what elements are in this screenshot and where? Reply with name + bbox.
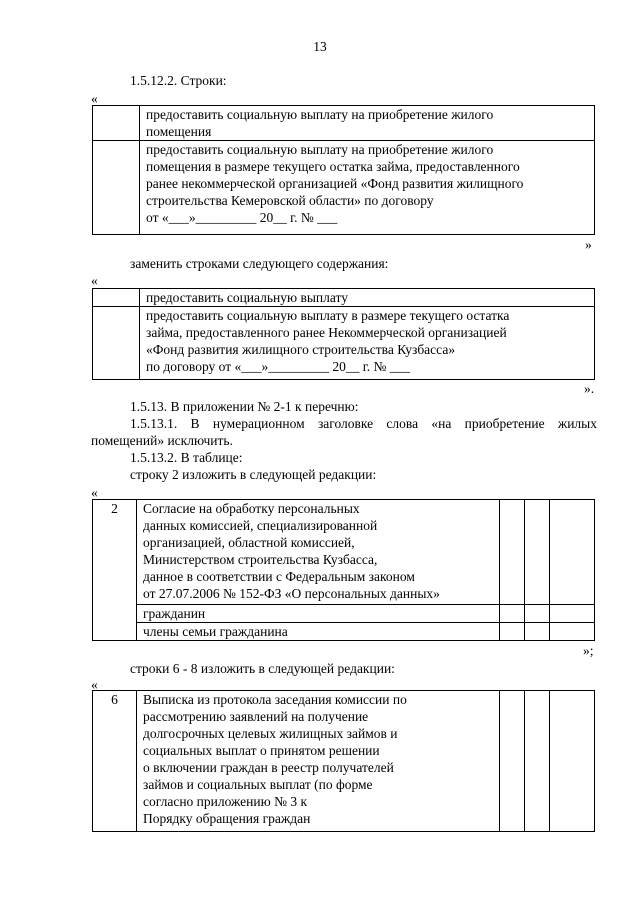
close-quote: ». [584,381,595,396]
text-line: долгосрочных целевых жилищных займов и [143,726,398,741]
table-cell [140,289,595,307]
text-line: займа, предоставленного ранее Некоммерческой организацией [146,325,507,340]
table-cell: члены семьи гражданина [137,623,500,641]
table-row [93,289,595,307]
close-quote: »; [583,643,594,658]
paragraph-1-5-13-1-cont: помещений» исключить. [91,433,233,448]
text-line: Порядку обращения граждан [143,811,311,826]
text-line: Выписка из протокола заседания комиссии по [143,692,407,707]
text-line: данное в соответствии с Федеральным законом [143,569,415,584]
table-row [93,500,595,605]
table-rows-6-8 [92,690,595,832]
open-quote: « [91,273,98,288]
empty-cell [525,500,550,605]
paragraph-1-5-13-1: 1.5.13.1. В нумерационном заголовке слова «на приобретение жилых [130,416,597,431]
text-line: по договору от «___»_________ 20__ г. № ___ [146,359,411,374]
empty-cell [93,106,140,141]
table-cell [140,307,595,380]
table-row-2 [92,499,595,641]
table-cell [137,691,500,832]
row-number: 2 [93,500,137,641]
empty-cell [93,289,140,307]
open-quote: « [91,485,98,500]
open-quote: « [91,677,98,692]
text-line: предоставить социальную выплату [146,290,348,305]
empty-cell [500,605,525,623]
empty-cell [550,605,595,623]
table-cell [140,106,595,141]
empty-cell [525,691,550,832]
text-line: от «___»_________ 20__ г. № ___ [146,210,338,225]
table-cell [137,500,500,605]
text-line: ранее некоммерческой организацией «Фонд развития жилищного [146,176,524,191]
table-row [93,691,595,832]
text-line: Согласие на обработку персональных [143,501,360,516]
text-line: о включении граждан в реестр получателей [143,760,394,775]
text-line: помещения [146,124,212,139]
text-line: предоставить социальную выплату в размере текущего остатка [146,308,510,323]
paragraph-1-5-13-2: 1.5.13.2. В таблице: [130,450,243,465]
text-line: от 27.07.2006 № 152-ФЗ «О персональных данных» [143,586,440,601]
empty-cell [550,500,595,605]
text-line: организацией, областной комиссией, [143,535,355,550]
empty-cell [525,605,550,623]
table-old-rows [92,105,595,235]
row2-instruction: строку 2 изложить в следующей редакции: [130,467,377,482]
table-row [93,307,595,380]
table-row [93,106,595,141]
empty-cell [93,307,140,380]
empty-cell [500,691,525,832]
row-number: 6 [93,691,137,832]
rows-6-8-instruction: строки 6 - 8 изложить в следующей редакции: [130,661,395,676]
replace-instruction: заменить строками следующего содержания: [130,256,389,271]
table-row [93,141,595,235]
table-row [93,605,595,623]
page-number: 13 [313,39,327,54]
table-cell: гражданин [137,605,500,623]
text-line: рассмотрению заявлений на получение [143,709,369,724]
empty-cell [93,141,140,235]
open-quote: « [91,91,98,106]
empty-cell [525,623,550,641]
empty-cell [550,623,595,641]
text-line: социальных выплат о принятом решении [143,743,380,758]
empty-cell [500,500,525,605]
text-line: «Фонд развития жилищного строительства Кузбасса» [146,342,456,357]
table-new-rows [92,288,595,380]
text-line: предоставить социальную выплату на приобретение жилого [146,142,494,157]
text-line: согласно приложению № 3 к [143,794,308,809]
text-line: предоставить социальную выплату на приобретение жилого [146,107,494,122]
paragraph-1-5-13: 1.5.13. В приложении № 2-1 к перечню: [130,399,359,414]
text-line: строительства Кемеровской области» по договору [146,193,434,208]
table-row [93,623,595,641]
empty-cell [550,691,595,832]
text-line: займов и социальных выплат (по форме [143,777,373,792]
text-line: Министерством строительства Кузбасса, [143,552,378,567]
empty-cell [500,623,525,641]
text-line: данных комиссией, специализированной [143,518,378,533]
close-quote: » [585,237,592,252]
section-heading-1-5-12-2: 1.5.12.2. Строки: [130,73,227,88]
text-line: помещения в размере текущего остатка займа, предоставленного [146,159,520,174]
table-cell [140,141,595,235]
